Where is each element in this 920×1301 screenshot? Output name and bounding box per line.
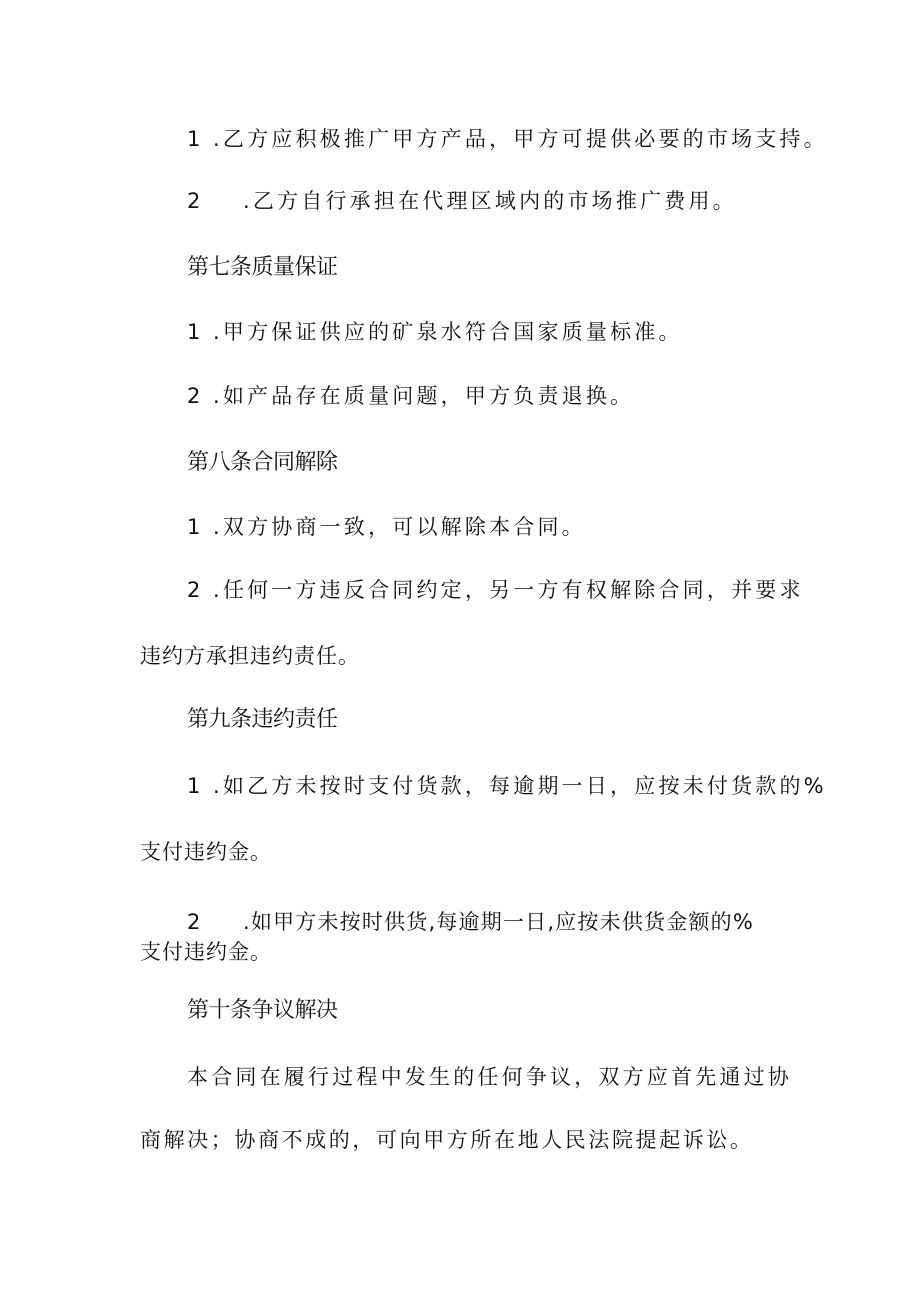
clause-6-item-2: [187, 187, 737, 215]
item-text: .如产品存在质量问题，甲方负责退换。: [213, 384, 635, 408]
clause-8-item-1: [187, 513, 586, 541]
clause-7-item-2: [187, 382, 634, 410]
item-number: 2: [187, 578, 204, 602]
clause-9-item-1: [187, 772, 827, 800]
item-text: .如甲方未按时供货,每逾期一日,应按未供货金额的%: [243, 910, 754, 934]
item-text: .如乙方未按时支付货款，每逾期一日，应按未付货款的%: [213, 774, 827, 798]
clause-7-heading: 第七条质量保证: [187, 255, 338, 280]
item-number: 2: [187, 384, 204, 408]
item-number: 2: [187, 910, 202, 934]
item-number: 1: [187, 515, 204, 539]
item-text: .任何一方违反合同约定，另一方有权解除合同，并要求: [213, 578, 804, 602]
item-number: 2: [187, 189, 204, 213]
item-number: 1: [187, 127, 204, 151]
clause-9-item-2-continued: 支付违约金。: [140, 940, 272, 964]
clause-10-paragraph-line-2: 商解决；协商不成的，可向甲方所在地人民法院提起诉讼。: [140, 1128, 754, 1152]
item-text: .甲方保证供应的矿泉水符合国家质量标准。: [213, 320, 683, 344]
item-text: .乙方应积极推广甲方产品，甲方可提供必要的市场支持。: [213, 127, 828, 151]
clause-10-paragraph-line-1: 本合同在履行过程中发生的任何争议，双方应首先通过协: [187, 1065, 792, 1089]
item-number: 1: [187, 320, 204, 344]
clause-10-heading: 第十条争议解决: [187, 998, 338, 1023]
clause-9-item-2: [187, 908, 754, 936]
clause-8-heading: 第八条合同解除: [187, 450, 338, 475]
clause-9-item-1-continued: 支付违约金。: [140, 840, 272, 864]
clause-6-item-1: [187, 125, 828, 153]
clause-8-item-2-continued: 违约方承担违约责任。: [140, 644, 360, 668]
item-text: .乙方自行承担在代理区域内的市场推广费用。: [243, 189, 737, 213]
item-text: .双方协商一致，可以解除本合同。: [213, 515, 586, 539]
clause-9-heading: 第九条违约责任: [187, 707, 338, 732]
clause-8-item-2: [187, 576, 804, 604]
clause-7-item-1: [187, 318, 683, 346]
item-number: 1: [187, 774, 204, 798]
